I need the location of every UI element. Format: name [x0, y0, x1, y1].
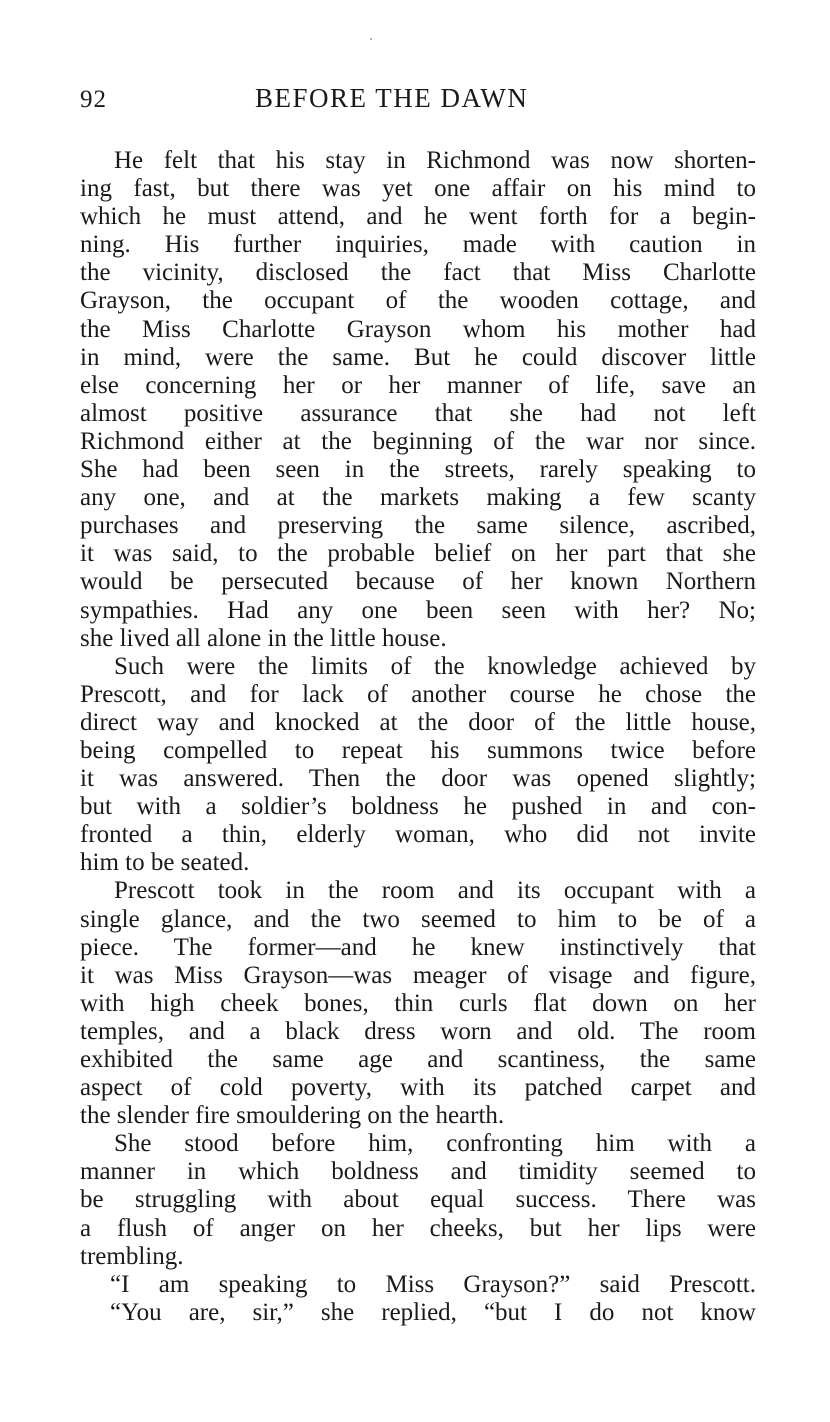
text-line: fronted a thin, elderly woman, who did not invite: [80, 821, 756, 849]
paragraph: [80, 653, 756, 878]
text-line: it was Miss Grayson—was meager of visage and figure,: [80, 961, 756, 989]
text-line: with high cheek bones, thin curls flat down on her: [80, 989, 756, 1017]
text-line: a flush of anger on her cheeks, but her lips were: [80, 1214, 756, 1242]
text-line: trembling.: [80, 1242, 184, 1270]
text-line: aspect of cold poverty, with its patched carpet and: [80, 1074, 756, 1102]
text-line: piece. The former—and he knew instinctively that: [80, 933, 756, 961]
text-line: Prescott took in the room and its occupant with a: [114, 877, 756, 905]
text-line: sympathies. Had any one been seen with her? No;: [80, 596, 756, 624]
text-line: which he must attend, and he went forth for a begin-: [80, 203, 756, 231]
paragraph: [80, 1299, 756, 1327]
text-line: it was answered. Then the door was opened slightly;: [80, 765, 756, 793]
text-line: He felt that his stay in Richmond was now shorten-: [114, 147, 756, 174]
text-line: single glance, and the two seemed to him to be of a: [80, 905, 756, 933]
text-line: “You are, sir,” she replied, “but I do not know: [110, 1298, 756, 1326]
text-line: ing fast, but there was yet one affair on his mind to: [80, 175, 756, 203]
text-line: be struggling with about equal success. There was: [80, 1186, 756, 1214]
text-line: almost positive assurance that she had not left: [80, 399, 756, 427]
text-line: Grayson, the occupant of the wooden cottage, and: [80, 287, 756, 315]
text-line: but with a soldier’s boldness he pushed in and con-: [80, 793, 756, 821]
text-line: “I am speaking to Miss Grayson?” said Prescott.: [110, 1270, 756, 1298]
text-line: the slender fire smouldering on the hearth.: [80, 1102, 505, 1130]
text-line: Richmond either at the beginning of the war nor since.: [80, 427, 756, 455]
body-text: [80, 147, 756, 1327]
text-line: him to be seated.: [80, 849, 250, 877]
text-line: the vicinity, disclosed the fact that Miss Charlotte: [80, 259, 756, 287]
paragraph: [80, 1130, 756, 1270]
text-line: she lived all alone in the little house.: [80, 624, 447, 652]
text-line: She stood before him, confronting him with a: [114, 1130, 756, 1158]
text-line: in mind, were the same. But he could discover little: [80, 343, 756, 371]
text-line: Prescott, and for lack of another course he chose the: [80, 680, 756, 708]
text-line: purchases and preserving the same silence, ascribed,: [80, 512, 756, 540]
text-line: ning. His further inquiries, made with caution in: [80, 231, 756, 259]
text-line: else concerning her or her manner of life, save an: [80, 371, 756, 399]
text-line: temples, and a black dress worn and old. The room: [80, 1017, 756, 1045]
text-line: the Miss Charlotte Grayson whom his mother had: [80, 315, 756, 343]
text-line: direct way and knocked at the door of the little house,: [80, 708, 756, 736]
text-line: exhibited the same age and scantiness, the same: [80, 1046, 756, 1073]
text-line: Such were the limits of the knowledge achieved by: [114, 652, 756, 680]
paragraph: [80, 877, 756, 1130]
text-line: would be persecuted because of her known Northern: [80, 568, 756, 596]
text-line: manner in which boldness and timidity seemed to: [80, 1158, 756, 1186]
text-line: it was said, to the probable belief on her part that she: [80, 540, 756, 568]
running-title: BEFORE THE DAWN: [255, 83, 529, 113]
paragraph: [80, 147, 756, 653]
paragraph: [80, 1271, 756, 1299]
page-number: 92: [80, 86, 107, 113]
text-line: any one, and at the markets making a few scanty: [80, 484, 756, 512]
text-line: She had been seen in the streets, rarely speaking to: [80, 456, 756, 484]
paper-speck: [370, 38, 372, 40]
text-line: being compelled to repeat his summons twice before: [80, 736, 756, 764]
